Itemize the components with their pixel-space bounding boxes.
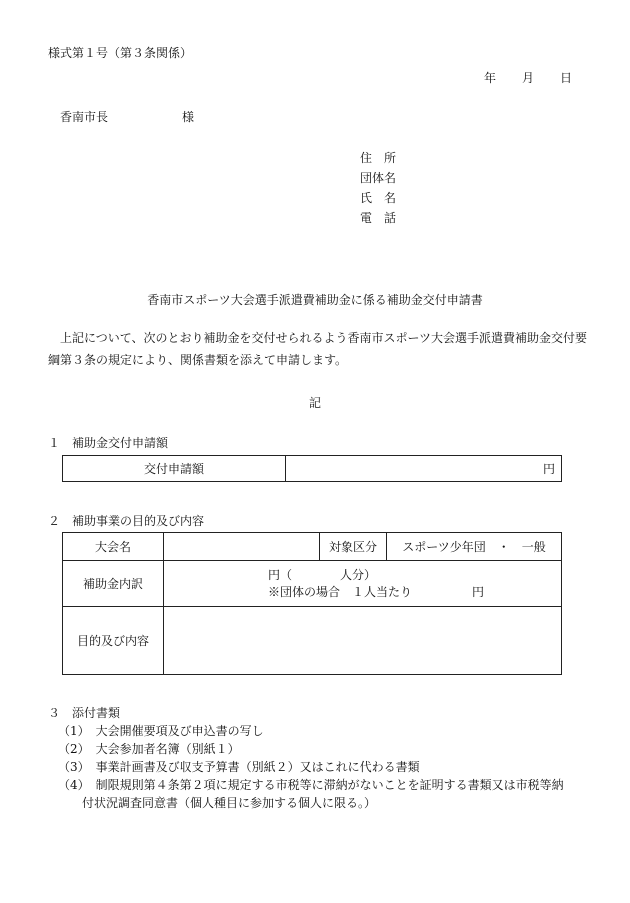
breakdown-line1: 円（ 人分） — [268, 567, 377, 582]
form-number: 様式第１号（第３条関係） — [48, 46, 193, 60]
attachment-item-2: （2） 大会参加者名簿（別紙１） — [58, 742, 240, 756]
applicant-field-address: 住 所 — [360, 151, 397, 165]
applicant-field-name: 氏 名 — [360, 191, 397, 205]
category-label: 対象区分 — [320, 533, 387, 561]
section1-table — [62, 455, 562, 482]
applicant-field-group: 団体名 — [360, 171, 397, 185]
attachment-item-3: （3） 事業計画書及び収支予算書（別紙２）又はこれに代わる書類 — [58, 760, 420, 774]
yen-unit: 円 — [542, 461, 555, 476]
date-month: 月 — [522, 71, 535, 85]
event-name-label: 大会名 — [63, 533, 164, 561]
date-day: 日 — [560, 71, 573, 85]
section2-heading: ２ 補助事業の目的及び内容 — [48, 514, 205, 528]
section3-heading: ３ 添付書類 — [48, 706, 121, 720]
applicant-field-phone: 電 話 — [360, 211, 397, 225]
body-text: 上記について、次のとおり補助金を交付せられるよう香南市スポーツ大会選手派遣費補助金交付要綱第３条の規定により、関係書類を添えて申請します。 — [48, 331, 588, 367]
section2-table — [62, 532, 562, 675]
section1-heading: １ 補助金交付申請額 — [48, 436, 169, 450]
attachment-item-4-cont: 付状況調査同意書（個人種目に参加する個人に限る。） — [82, 796, 377, 810]
document-title: 香南市スポーツ大会選手派遣費補助金に係る補助金交付申請書 — [147, 293, 483, 307]
attachment-item-1: （1） 大会開催要項及び申込書の写し — [58, 724, 264, 738]
date-year: 年 — [484, 71, 497, 85]
breakdown-value[interactable] — [164, 561, 562, 607]
purpose-value[interactable] — [164, 607, 562, 675]
purpose-label: 目的及び内容 — [63, 607, 164, 675]
addressee-honorific: 様 — [182, 110, 195, 124]
addressee-name: 香南市長 — [60, 110, 109, 124]
attachment-item-4: （4） 制限規則第４条第２項に規定する市税等に滞納がないことを証明する書類又は市税等納 — [58, 778, 564, 792]
category-value[interactable]: スポーツ少年団 ・ 一般 — [387, 533, 562, 561]
breakdown-line2: ※団体の場合 １人当たり 円 — [268, 584, 485, 599]
application-amount-value[interactable] — [286, 456, 562, 482]
ki-label: 記 — [308, 396, 321, 410]
application-amount-label: 交付申請額 — [63, 456, 286, 482]
event-name-value[interactable] — [164, 533, 320, 561]
breakdown-label: 補助金内訳 — [63, 561, 164, 607]
